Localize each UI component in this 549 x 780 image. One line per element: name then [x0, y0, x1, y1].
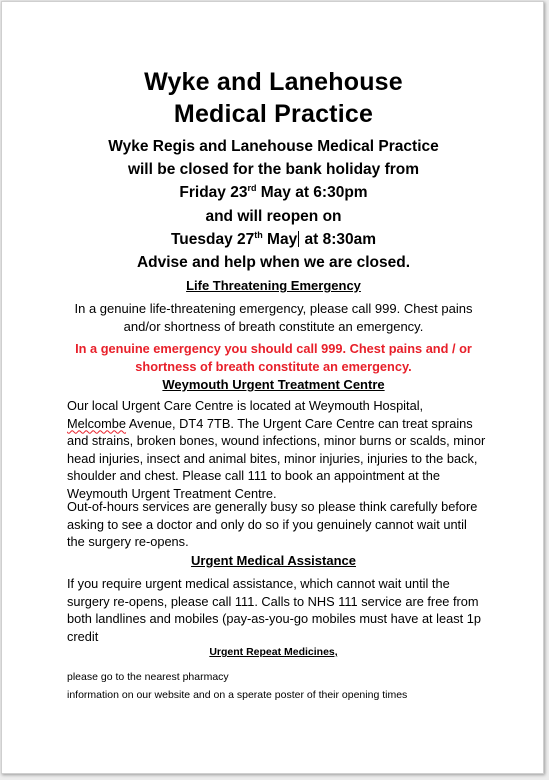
- notice-line-4: and will reopen on: [205, 207, 342, 225]
- urgent-treatment-heading: [2, 377, 545, 392]
- close-date-post: May at 6:30pm: [256, 184, 368, 202]
- life-threatening-line-1: In a genuine life-threatening emergency, please call 999. Chest pains: [74, 301, 473, 316]
- utc-line-5: shoulder and chest. Please call 111 to book an appointment at the: [67, 468, 441, 484]
- document-page: [1, 1, 544, 774]
- uma-line-3: both landlines and mobiles (pay-as-you-go mobiles must have at least 1p: [67, 611, 481, 627]
- life-threatening-heading-text: Life Threatening Emergency: [186, 278, 361, 293]
- ooh-line-1: Out-of-hours services are generally busy so please think carefully before: [67, 499, 478, 514]
- utc-line-1: Our local Urgent Care Centre is located at Weymouth Hospital,: [67, 398, 424, 413]
- notice-line-3: [2, 181, 545, 204]
- life-threatening-heading: [2, 278, 545, 293]
- urgent-treatment-paragraph-2: [67, 498, 487, 551]
- utc-line-2: [67, 415, 487, 433]
- closure-notice: [2, 135, 545, 274]
- repeat-medicines-paragraph: [67, 668, 507, 704]
- uma-line-2: surgery re-opens, please call 111. Calls to NHS 111 service are free from: [67, 593, 479, 609]
- emergency-warning-line-2: shortness of breath constitute an emergency.: [135, 359, 412, 374]
- title-line-1: Wyke and Lanehouse: [144, 68, 403, 96]
- uma-line-1: If you require urgent medical assistance, which cannot wait until the: [67, 576, 450, 591]
- life-threatening-paragraph: [22, 300, 525, 336]
- ooh-line-2: asking to see a doctor and only do so if you genuinely cannot wait until: [67, 516, 467, 532]
- utc-line-4: head injuries, insect and animal bites, minor injuries, injuries to the back,: [67, 450, 478, 466]
- reopen-date-post: at 8:30am: [300, 230, 377, 248]
- reopen-date-suffix: th: [254, 229, 263, 240]
- rm-line-2: information on our website and on a sperate poster of their opening times: [67, 689, 408, 701]
- uma-line-4: credit: [67, 628, 99, 644]
- urgent-assistance-heading: [2, 553, 545, 568]
- ooh-line-3: the surgery re-opens.: [67, 534, 189, 550]
- page-title: [2, 66, 545, 130]
- rm-line-1: please go to the nearest pharmacy: [67, 671, 229, 683]
- utc-line-6: Weymouth Urgent Treatment Centre.: [67, 485, 277, 501]
- urgent-assistance-heading-text: Urgent Medical Assistance: [191, 553, 356, 568]
- notice-line-6: Advise and help when we are closed.: [136, 254, 411, 272]
- title-line-2: Medical Practice: [173, 100, 374, 128]
- utc-line-3: and strains, broken bones, wound infections, minor burns or scalds, minor: [67, 433, 486, 449]
- emergency-warning-line-1: In a genuine emergency you should call 999. Chest pains and / or: [75, 341, 472, 356]
- notice-line-5: [2, 228, 545, 251]
- repeat-medicines-heading-text: Urgent Repeat Medicines,: [209, 646, 338, 658]
- urgent-assistance-paragraph: [67, 575, 487, 645]
- spellcheck-word: Melcombe: [67, 415, 127, 431]
- close-date-pre: Friday 23: [179, 184, 248, 202]
- life-threatening-line-2: and/or shortness of breath constitute an emergency.: [123, 319, 424, 334]
- utc-line-2-rest: Avenue, DT4 7TB. The Urgent Care Centre can treat sprains: [126, 415, 473, 431]
- urgent-treatment-heading-text: Weymouth Urgent Treatment Centre: [162, 377, 385, 392]
- urgent-treatment-paragraph-1: [67, 397, 487, 503]
- reopen-date-pre: Tuesday 27: [170, 230, 255, 248]
- reopen-date-mid: May: [262, 230, 298, 248]
- repeat-medicines-heading: [2, 646, 545, 658]
- notice-line-2: will be closed for the bank holiday from: [127, 161, 420, 179]
- emergency-warning-red: [22, 340, 525, 376]
- notice-line-1: Wyke Regis and Lanehouse Medical Practice: [108, 138, 439, 155]
- close-date-suffix: rd: [247, 183, 257, 194]
